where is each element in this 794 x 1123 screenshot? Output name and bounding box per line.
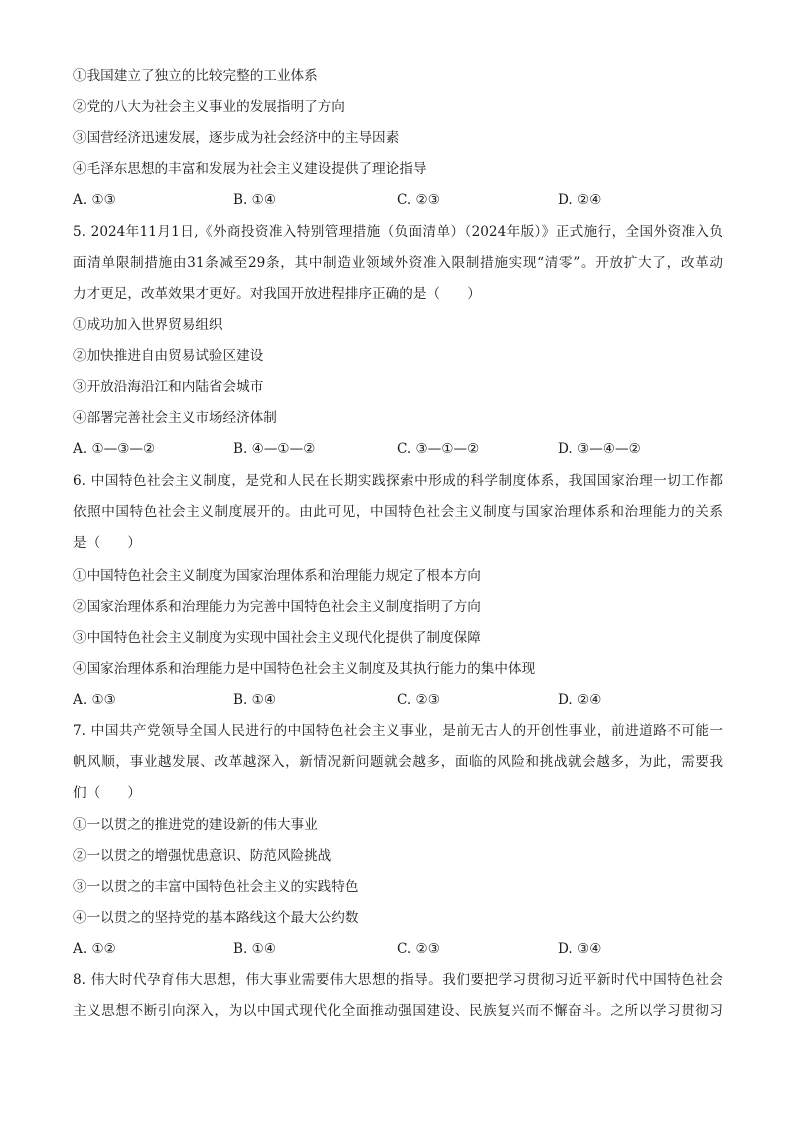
q4-options (73, 190, 723, 210)
q5-option-d: D. ③—④—② (558, 441, 641, 457)
q6-item-4: ④国家治理体系和治理能力是中国特色社会主义制度及其执行能力的集中体现 (73, 661, 536, 677)
q6-option-d: D. ②④ (558, 692, 602, 708)
q7-option-b: B. ①④ (233, 941, 277, 957)
q5-item-3: ③开放沿海沿江和内陆省会城市 (73, 379, 264, 395)
q5-stem-line-3: 力才更足，改革效果才更好。对我国开放进程排序正确的是（ ） (73, 286, 481, 302)
q6-stem-line-2: 依照中国特色社会主义制度展开的。由此可见，中国特色社会主义制度与国家治理体系和治理能力的关系 (73, 504, 723, 520)
q5-option-a: A. ①—③—② (73, 441, 156, 457)
q8-stem-line-1: 8. 伟大时代孕育伟大思想，伟大事业需要伟大思想的指导。我们要把学习贯彻习近平新时代中国特色社会 (73, 972, 723, 988)
q5-stem-line-1: 5. 2024年11月1日,《外商投资准入特别管理措施（负面清单）（2024年版）》正式施行，全国外资准入负 (73, 224, 723, 240)
q6-item-3: ③中国特色社会主义制度为实现中国社会主义现代化提供了制度保障 (73, 630, 481, 646)
q4-option-d: D. ②④ (558, 192, 602, 208)
q7-option-a: A. ①② (73, 941, 116, 957)
q7-item-2: ②一以贯之的增强忧患意识、防范风险挑战 (73, 848, 332, 864)
q5-item-4: ④部署完善社会主义市场经济体制 (73, 410, 277, 426)
q7-stem-line-2: 帆风顺，事业越发展、改革越深入，新情况新问题就会越多，面临的风险和挑战就会越多，为此，需要我 (73, 754, 723, 770)
q5-stem-line-2: 面清单限制措施由31条减至29条，其中制造业领域外资准入限制措施实现“清零”。开放扩大了，改革动 (73, 255, 723, 271)
q7-option-d: D. ③④ (558, 941, 602, 957)
q6-item-1: ①中国特色社会主义制度为国家治理体系和治理能力规定了根本方向 (73, 568, 481, 584)
q6-stem-line-3: 是（ ） (73, 535, 141, 551)
q6-option-c: C. ②③ (397, 692, 440, 708)
q4-item-4: ④毛泽东思想的丰富和发展为社会主义建设提供了理论指导 (73, 161, 427, 177)
q7-stem-line-3: 们（ ） (73, 785, 141, 801)
q6-item-2: ②国家治理体系和治理能力为完善中国特色社会主义制度指明了方向 (73, 599, 481, 615)
q4-option-a: A. ①③ (73, 192, 116, 208)
q7-item-1: ①一以贯之的推进党的建设新的伟大事业 (73, 817, 318, 833)
q5-option-c: C. ③—①—② (397, 441, 480, 457)
q7-item-3: ③一以贯之的丰富中国特色社会主义的实践特色 (73, 879, 359, 895)
q4-option-b: B. ①④ (233, 192, 277, 208)
q4-item-1: ①我国建立了独立的比较完整的工业体系 (73, 68, 318, 84)
q5-item-2: ②加快推进自由贸易试验区建设 (73, 348, 264, 364)
q6-option-a: A. ①③ (73, 692, 116, 708)
q6-options (73, 690, 723, 710)
q7-options (73, 939, 723, 959)
q4-option-c: C. ②③ (397, 192, 440, 208)
q8-stem-line-2: 主义思想不断引向深入，为以中国式现代化全面推动强国建设、民族复兴而不懈奋斗。之所以学习贯彻习 (73, 1003, 723, 1019)
q7-stem-line-1: 7. 中国共产党领导全国人民进行的中国特色社会主义事业，是前无古人的开创性事业，前进道路不可能一 (73, 723, 723, 739)
q6-stem-line-1: 6. 中国特色社会主义制度，是党和人民在长期实践探索中形成的科学制度体系，我国国家治理一切工作都 (73, 473, 723, 489)
q5-options (73, 439, 723, 459)
q5-option-b: B. ④—①—② (233, 441, 316, 457)
q4-item-2: ②党的八大为社会主义事业的发展指明了方向 (73, 99, 345, 115)
q7-item-4: ④一以贯之的坚持党的基本路线这个最大公约数 (73, 910, 359, 926)
q5-item-1: ①成功加入世界贸易组织 (73, 317, 223, 333)
q7-option-c: C. ②③ (397, 941, 440, 957)
q6-option-b: B. ①④ (233, 692, 277, 708)
q4-item-3: ③国营经济迅速发展，逐步成为社会经济中的主导因素 (73, 130, 400, 146)
